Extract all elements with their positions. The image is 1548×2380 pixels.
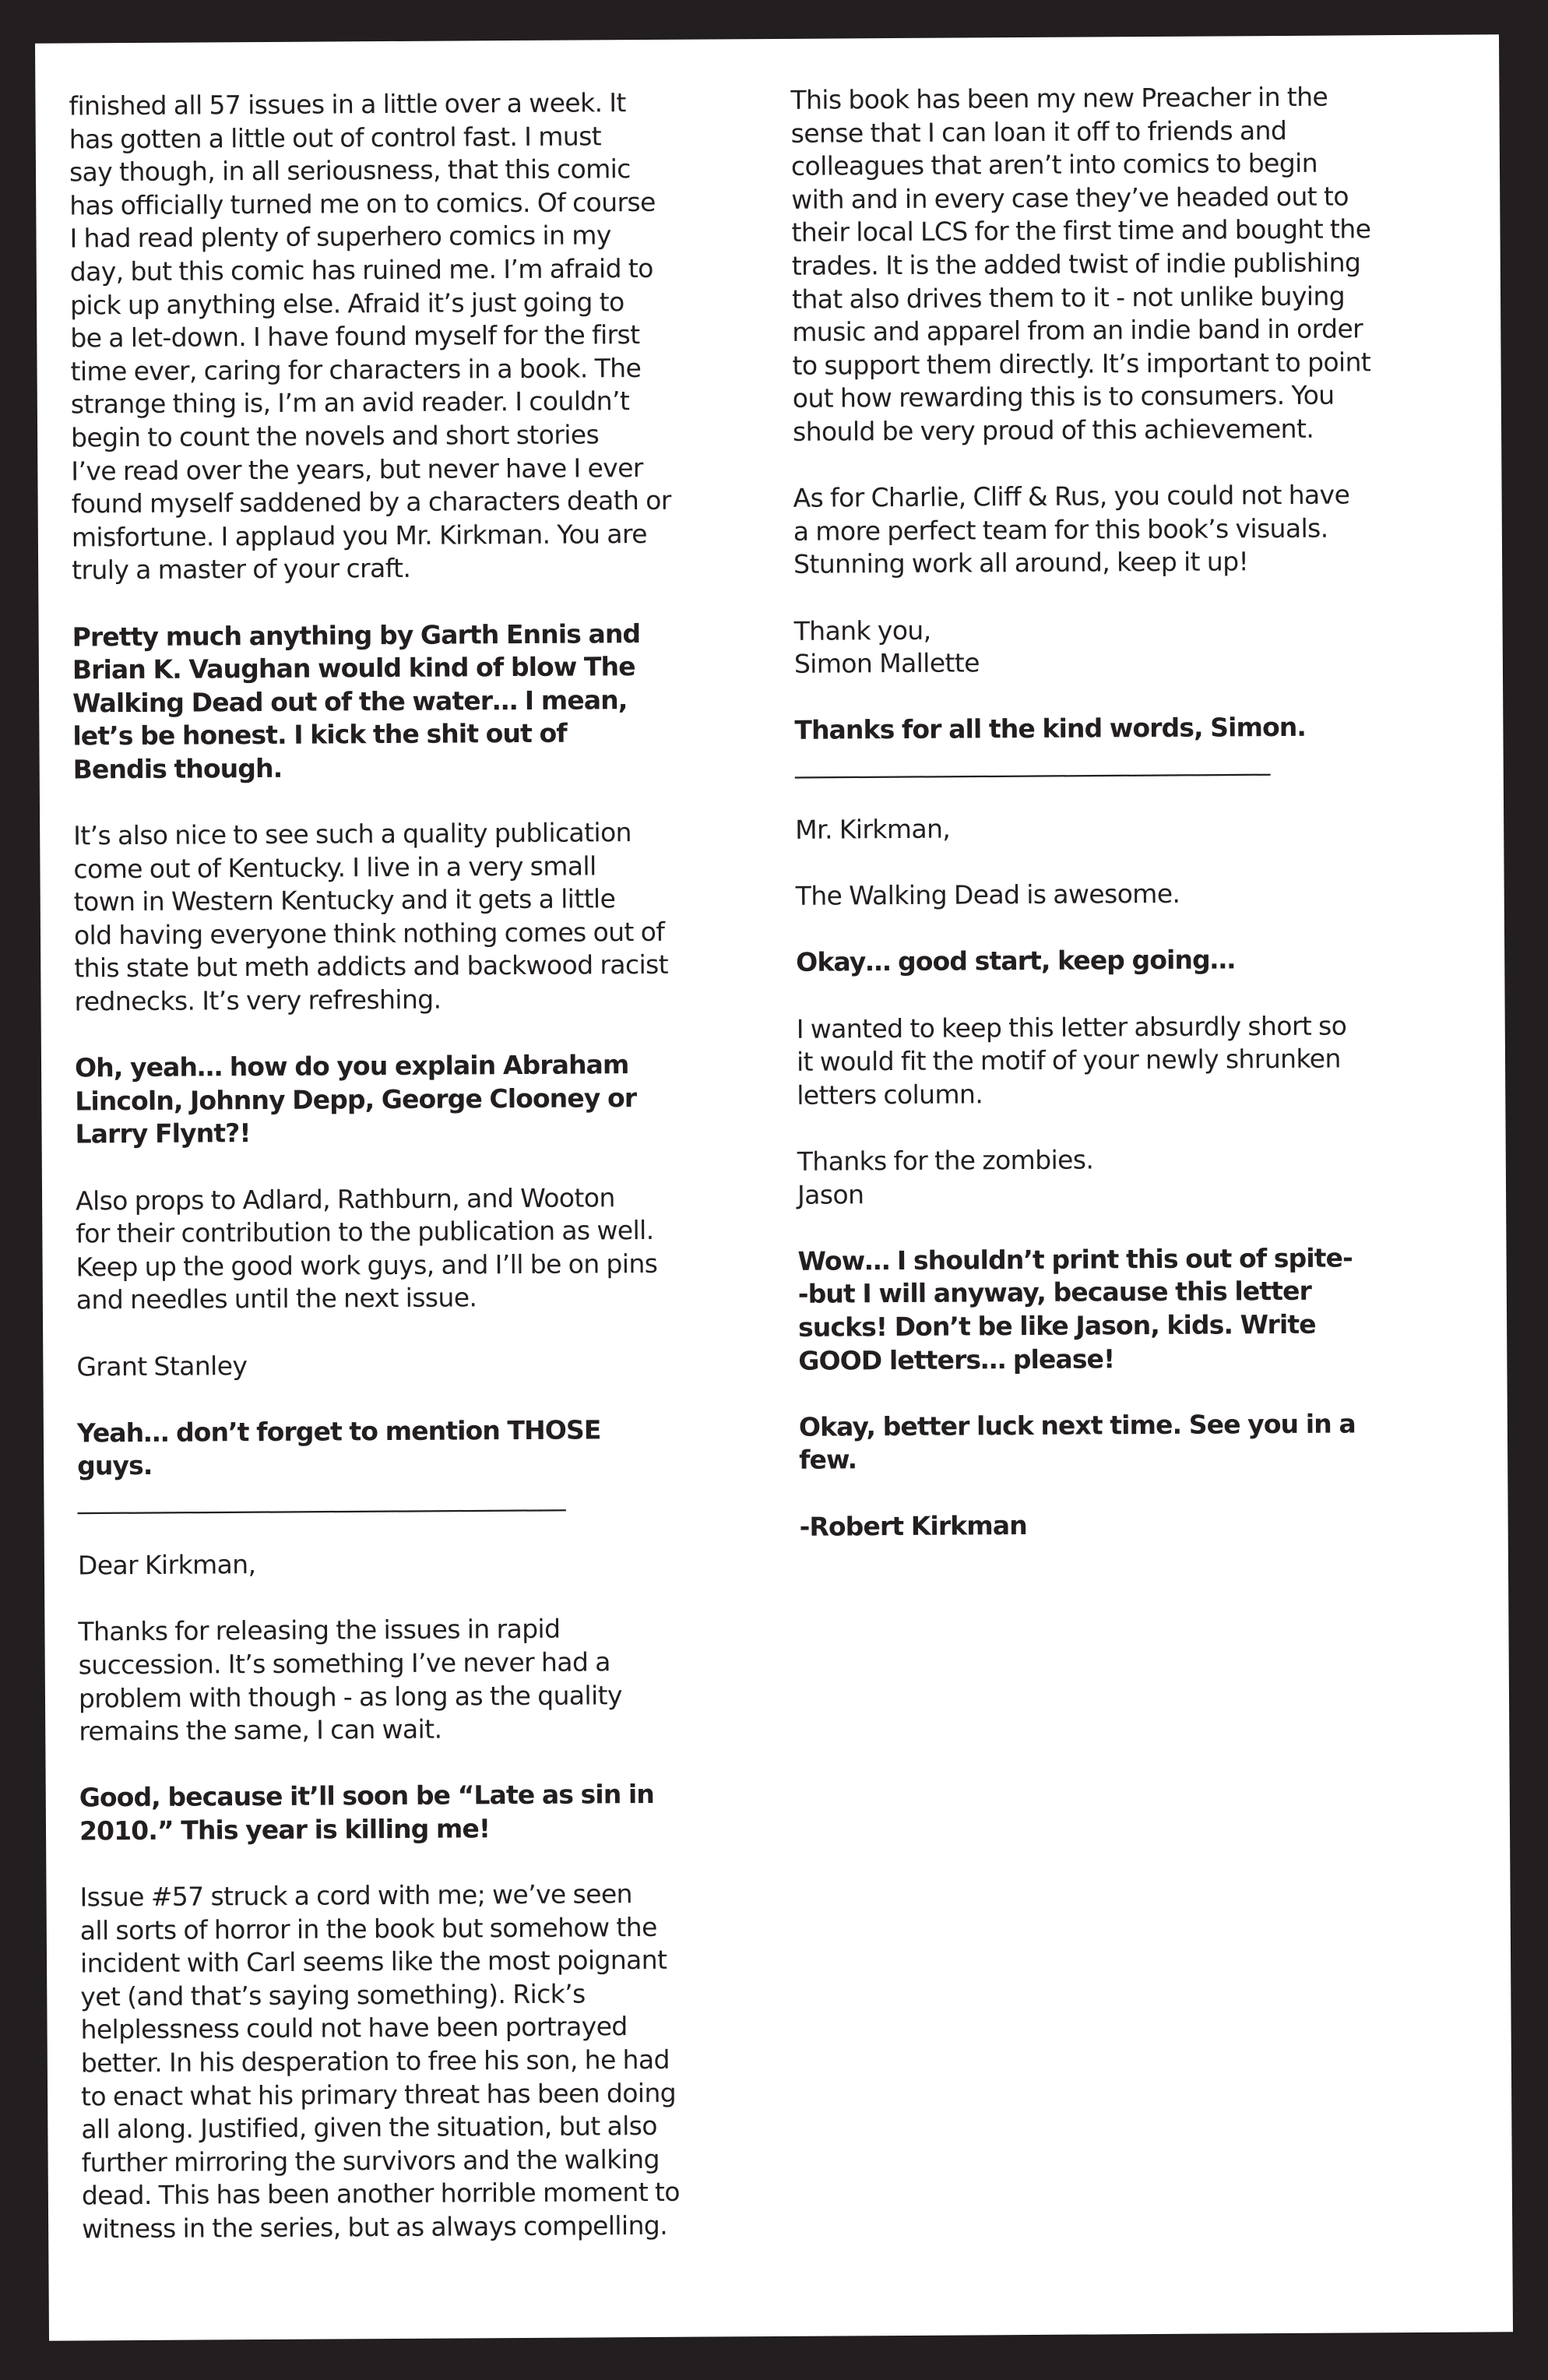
text-line: further mirroring the survivors and the walking: [81, 2143, 660, 2178]
text-line: music and apparel from an indie band in order: [792, 313, 1363, 347]
text-line: say though, in all seriousness, that this comic: [69, 153, 631, 188]
letter-greeting: Mr. Kirkman,: [795, 813, 951, 845]
letter-body-paragraph: [797, 1009, 1467, 1112]
text-line: has gotten a little out of control fast. I must: [69, 120, 602, 155]
letter-closing: Thank you,: [793, 614, 931, 646]
letter-body-paragraph: [76, 1181, 762, 1318]
text-line: succession. It’s something I’ve never had a: [78, 1646, 610, 1681]
letters-page: [35, 34, 1513, 2340]
text-line: day, but this comic has ruined me. I’m afraid to: [69, 252, 653, 287]
text-line: I’ve read over the years, but never have I ever: [71, 452, 643, 487]
editor-reply: [77, 1413, 763, 1484]
text-line: all sorts of horror in the book but somehow the: [79, 1911, 657, 1946]
text-line: problem with though - as long as the quality: [78, 1679, 622, 1713]
text-line: all along. Justified, given the situation, but also: [81, 2111, 658, 2145]
text-line: Good, because it’ll soon be “Late as sin in: [79, 1779, 655, 1813]
letter-body-paragraph: [79, 1877, 767, 2246]
text-line: 2010.” This year is killing me!: [79, 1813, 491, 1847]
letter-body-paragraph: [73, 815, 760, 1019]
text-line: Larry Flynt?!: [75, 1118, 251, 1150]
text-line: found myself saddened by a characters death or: [71, 484, 671, 519]
letter-signoff: [797, 1142, 1468, 1212]
text-line: sense that I can loan it off to friends and: [790, 114, 1287, 149]
text-line: colleagues that aren’t into comics to begin: [790, 147, 1318, 182]
letter-divider: _____________________________________: [794, 745, 1271, 779]
text-line: town in Western Kentucky and it gets a little: [73, 883, 616, 917]
text-line: it would fit the motif of your newly shrunken: [796, 1043, 1341, 1078]
text-line: better. In his desperation to free his son, he had: [80, 2044, 670, 2079]
text-line: I had read plenty of superhero comics in my: [69, 220, 611, 254]
letter-greeting: Dear Kirkman,: [77, 1549, 256, 1581]
text-line: strange thing is, I’m an avid reader. I couldn’t: [70, 386, 630, 420]
text-line: this state but meth addicts and backwood racist: [74, 949, 669, 984]
letter-signoff: [794, 611, 1465, 681]
text-line: yet (and that’s saying something). Rick’s: [80, 1978, 586, 2012]
editor-reply: Okay… good start, keep going…: [796, 944, 1235, 978]
text-line: misfortune. I applaud you Mr. Kirkman. You are: [71, 518, 648, 553]
text-line: begin to count the novels and short stories: [70, 419, 600, 453]
text-line: to enact what his primary threat has been doing: [80, 2077, 677, 2112]
text-line: rednecks. It’s very refreshing.: [74, 984, 442, 1017]
editor-signature: -Robert Kirkman: [799, 1509, 1027, 1542]
editor-reply: [797, 1241, 1468, 1378]
text-line: for their contribution to the publication as well.: [76, 1215, 654, 1249]
text-line: -but I will anyway, because this letter: [797, 1276, 1312, 1310]
text-line: dead. This has been another horrible moment to: [81, 2177, 681, 2211]
text-line: incident with Carl seems like the most poignant: [79, 1945, 667, 1979]
text-line: guys.: [77, 1450, 153, 1481]
text-line: GOOD letters… please!: [798, 1343, 1115, 1376]
text-line: Okay, better luck next time. See you in a: [798, 1408, 1356, 1442]
editor-reply: Thanks for all the kind words, Simon.: [794, 712, 1307, 746]
left-column: [69, 86, 767, 2280]
text-line: finished all 57 issues in a little over a week. It: [69, 87, 626, 121]
text-line: sucks! Don’t be like Jason, kids. Write: [797, 1308, 1316, 1343]
text-line: and needles until the next issue.: [76, 1282, 477, 1315]
text-line: Also props to Adlard, Rathburn, and Wooton: [75, 1181, 615, 1216]
letter-signature: Simon Mallette: [793, 647, 980, 679]
editor-reply: [72, 617, 758, 787]
right-column: [790, 80, 1469, 1577]
text-line: Walking Dead out of the water… I mean,: [72, 684, 628, 719]
text-line: Stunning work all around, keep it up!: [793, 546, 1249, 580]
text-line: be a let-down. I have found myself for the first: [70, 319, 640, 354]
text-line: has officially turned me on to comics. Of course: [69, 186, 656, 221]
editor-reply: [799, 1407, 1469, 1477]
text-line: to support them directly. It’s important to point: [792, 347, 1371, 381]
text-line: witness in the series, but as always compelling.: [82, 2209, 668, 2244]
text-line: old having everyone think nothing comes out of: [73, 916, 665, 951]
text-line: few.: [799, 1444, 857, 1476]
text-line: helplessness could not have been portrayed: [80, 2011, 628, 2045]
text-line: should be very proud of this achievement.: [792, 413, 1314, 447]
text-line: Lincoln, Johnny Depp, George Clooney or: [75, 1082, 637, 1117]
text-line: Keep up the good work guys, and I’ll be on pins: [76, 1248, 658, 1283]
letter-body-paragraph: [69, 86, 757, 587]
text-line: letters column.: [797, 1079, 983, 1111]
text-line: Thanks for releasing the issues in rapid: [78, 1614, 561, 1647]
text-line: pick up anything else. Afraid it’s just going to: [69, 286, 624, 321]
text-line: that also drives them to it - not unlike buying: [791, 280, 1346, 315]
text-line: time ever, caring for characters in a book. The: [70, 352, 642, 387]
text-line: I wanted to keep this letter absurdly short so: [796, 1010, 1347, 1044]
text-line: Yeah… don’t forget to mention THOSE: [76, 1414, 601, 1449]
text-line: with and in every case they’ve headed out to: [791, 181, 1349, 215]
letter-body-paragraph: [793, 478, 1463, 582]
text-line: This book has been my new Preacher in the: [790, 81, 1328, 115]
text-line: out how rewarding this is to consumers. You: [792, 379, 1335, 414]
letter-body-paragraph: The Walking Dead is awesome.: [795, 878, 1180, 912]
text-line: It’s also nice to see such a quality publication: [73, 817, 632, 851]
text-line: let’s be honest. I kick the shit out of: [72, 717, 567, 752]
text-line: Pretty much anything by Garth Ennis and: [72, 618, 641, 652]
editor-reply: [79, 1777, 765, 1848]
letter-closing: Thanks for the zombies.: [797, 1144, 1094, 1177]
text-line: their local LCS for the first time and bought the: [791, 213, 1371, 248]
letter-body-paragraph: [790, 80, 1462, 449]
text-line: Bendis though.: [72, 752, 283, 785]
text-line: Brian K. Vaughan would kind of blow The: [72, 651, 635, 685]
editor-reply: [75, 1047, 761, 1151]
text-line: remains the same, I can wait.: [79, 1713, 442, 1747]
text-line: Oh, yeah… how do you explain Abraham: [74, 1049, 629, 1083]
letter-signature: Jason: [797, 1178, 864, 1210]
letter-body-paragraph: [78, 1611, 764, 1748]
text-line: come out of Kentucky. I live in a very small: [73, 850, 596, 885]
text-line: As for Charlie, Cliff & Rus, you could not have: [793, 479, 1350, 513]
letter-signature: Grant Stanley: [76, 1350, 248, 1382]
letter-divider: ______________________________________: [77, 1480, 566, 1515]
text-line: a more perfect team for this book’s visuals.: [793, 512, 1328, 547]
text-line: trades. It is the added twist of indie publishing: [791, 247, 1361, 281]
text-line: Wow… I shouldn’t print this out of spite-: [797, 1242, 1353, 1276]
text-line: Issue #57 struck a cord with me; we’ve seen: [79, 1878, 633, 1913]
text-line: truly a master of your craft.: [72, 553, 411, 586]
